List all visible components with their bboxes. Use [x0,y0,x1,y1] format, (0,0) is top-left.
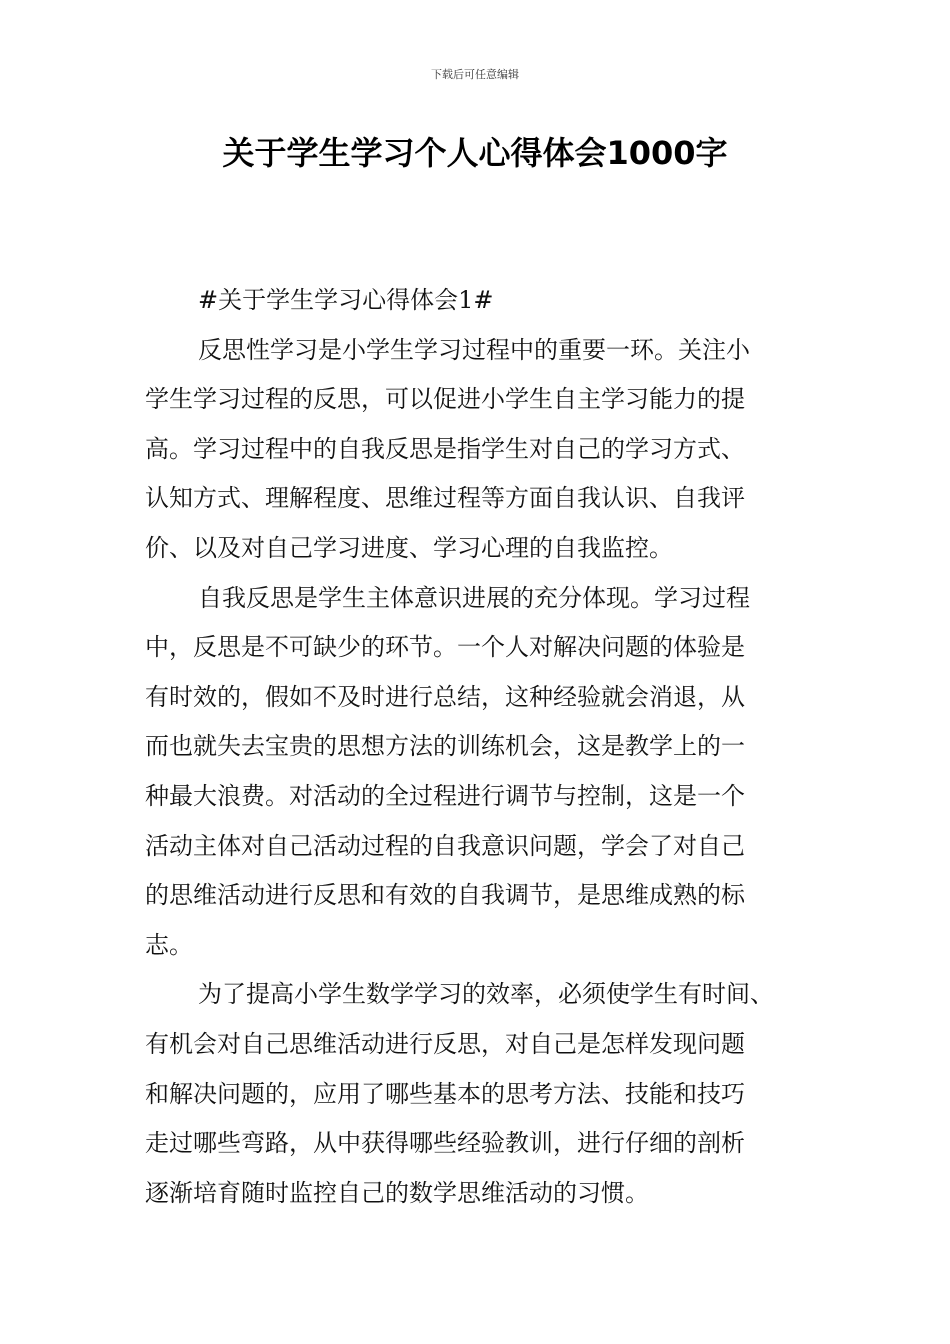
text-line: 学生学习过程的反思，可以促进小学生自主学习能力的提 [145,385,745,414]
text-line: 高。学习过程中的自我反思是指学生对自己的学习方式、 [145,434,745,463]
text-line: 种最大浪费。对活动的全过程进行调节与控制，这是一个 [145,781,745,810]
document-body [145,276,835,1218]
paragraph [145,970,835,1218]
text-line: 认知方式、理解程度、思维过程等方面自我认识、自我评 [145,484,745,513]
text-line: 走过哪些弯路，从中获得哪些经验教训，进行仔细的剖析 [145,1129,745,1158]
document-title: 关于学生学习个人心得体会1000字 [222,134,728,172]
text-line: 的思维活动进行反思和有效的自我调节，是思维成熟的标 [145,881,745,910]
paragraph [145,574,835,971]
text-line: 中，反思是不可缺少的环节。一个人对解决问题的体验是 [145,633,745,662]
text-line: 志。 [145,930,193,959]
text-line: 反思性学习是小学生学习过程中的重要一环。关注小 [198,335,750,364]
text-line: 有机会对自己思维活动进行反思，对自己是怎样发现问题 [145,1029,745,1058]
section-heading: #关于学生学习心得体会1# [198,286,494,314]
text-line: 自我反思是学生主体意识进展的充分体现。学习过程 [198,583,750,612]
paragraph [145,326,835,574]
text-line: 而也就失去宝贵的思想方法的训练机会，这是教学上的一 [145,732,745,761]
text-line: 价、以及对自己学习进度、学习心理的自我监控。 [145,533,673,562]
text-line: 有时效的，假如不及时进行总结，这种经验就会消退，从 [145,682,745,711]
text-line: 为了提高小学生数学学习的效率，必须使学生有时间、 [198,980,774,1009]
text-line: 逐渐培育随时监控自己的数学思维活动的习惯。 [145,1178,649,1207]
text-line: 和解决问题的，应用了哪些基本的思考方法、技能和技巧 [145,1079,745,1108]
text-line: 活动主体对自己活动过程的自我意识问题，学会了对自己 [145,831,745,860]
header-note: 下载后可任意编辑 [431,68,519,81]
